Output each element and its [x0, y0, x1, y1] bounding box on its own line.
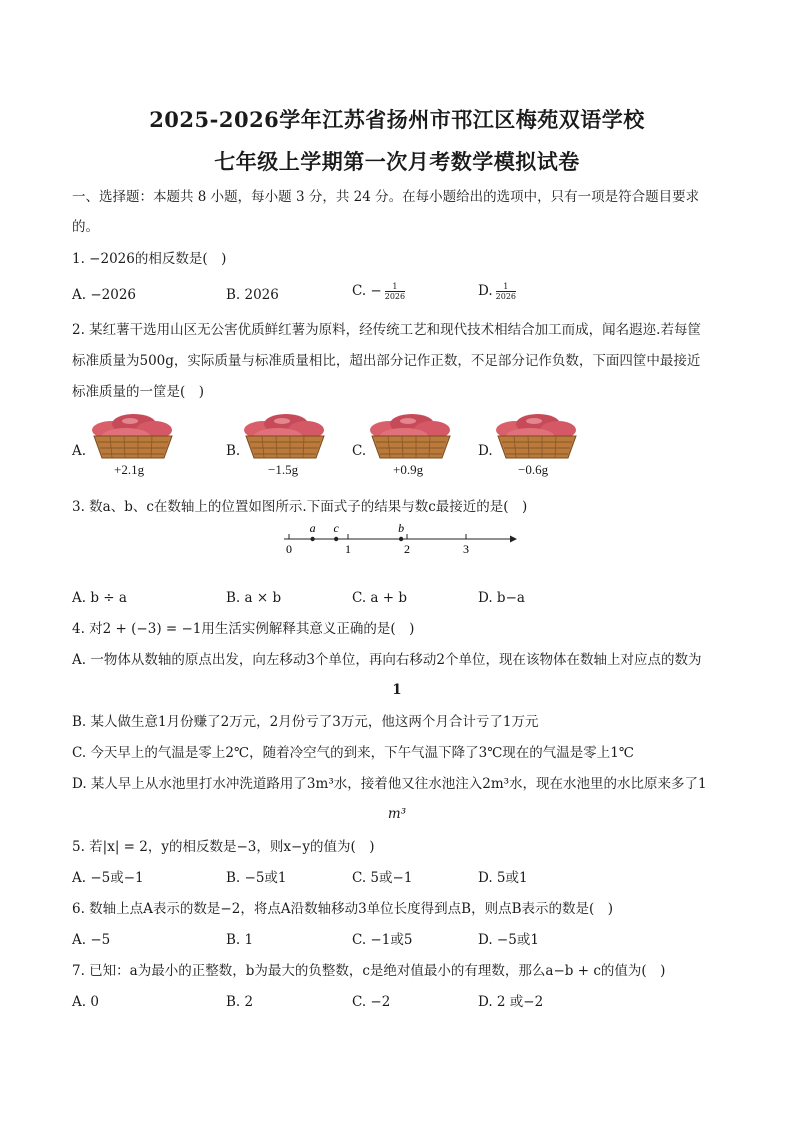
q2-option-c-letter: C.	[352, 443, 367, 459]
q1-option-d-fraction: $\frac{1}{2026}$	[495, 282, 516, 301]
q5-stem: 5. 若|x| = 2，y的相反数是−3，则x−y的值为( )	[72, 839, 375, 855]
basket-label-a: +2.1g	[114, 462, 145, 477]
q7-option-d: D. 2 或−2	[478, 994, 544, 1010]
q6-option-d: D. −5或1	[478, 932, 539, 948]
exam-title-line1: 2025-2026学年江苏省扬州市邗江区梅苑双语学校	[149, 107, 645, 132]
number-line-tick-label-0: 0	[286, 542, 292, 556]
number-line-point-label-c: c	[333, 521, 339, 535]
q7-option-a: A. 0	[72, 994, 99, 1010]
q4-option-d-line1: D. 某人早上从水池里打水冲洗道路用了3m³水，接着他又往水池注入2m³水，现在水池里的水比原来多了1	[72, 776, 707, 792]
basket-label-c: +0.9g	[393, 462, 424, 477]
q7-option-c: C. −2	[352, 994, 391, 1010]
number-line-tick-label-2: 2	[404, 542, 410, 556]
q1-option-a: A. −2026	[72, 287, 136, 303]
number-line	[276, 517, 522, 561]
exam-title-line2: 七年级上学期第一次月考数学模拟试卷	[214, 149, 580, 174]
q1-option-d: D. $\frac{1}{2026}$	[478, 282, 516, 301]
number-line-point-b	[399, 537, 403, 541]
q1-option-b: B. 2026	[226, 287, 279, 303]
q4-option-b: B. 某人做生意1月份赚了2万元，2月份亏了3万元，他这两个月合计亏了1万元	[72, 714, 539, 730]
q4-option-a-line1: A. 一物体从数轴的原点出发，向左移动3个单位，再向右移动2个单位，现在该物体在数轴上对应点的数为	[72, 652, 702, 668]
basket-label-d: −0.6g	[518, 462, 549, 477]
q3-stem: 3. 数a、b、c在数轴上的位置如图所示.下面式子的结果与数c最接近的是( )	[72, 499, 528, 515]
number-line-point-a	[310, 537, 314, 541]
q5-option-a: A. −5或−1	[72, 870, 144, 886]
q3-option-b: B. a × b	[226, 590, 282, 606]
q7-stem: 7. 已知：a为最小的正整数，b为最大的负整数，c是绝对值最小的有理数，那么a−b + c的值为( )	[72, 963, 666, 979]
number-line-arrow	[510, 536, 517, 543]
q5-option-b: B. −5或1	[226, 870, 287, 886]
q6-option-b: B. 1	[226, 932, 254, 948]
q4-option-d-line2: m³	[387, 806, 407, 822]
number-line-point-label-a: a	[309, 521, 316, 535]
q6-option-c: C. −1或5	[352, 932, 413, 948]
q1-stem: 1. −2026的相反数是( )	[72, 251, 227, 267]
q3-option-a: A. b ÷ a	[72, 590, 127, 606]
q2-option-d-letter: D.	[478, 443, 493, 459]
number-line-tick-label-1: 1	[345, 542, 351, 556]
q2-option-a-letter: A.	[72, 443, 87, 459]
q2-stem-line3: 标准质量的一筐是( )	[72, 384, 205, 400]
q4-option-c: C. 今天早上的气温是零上2℃，随着冷空气的到来，下午气温下降了3℃现在的气温是零上1℃	[72, 745, 635, 761]
q5-option-d: D. 5或1	[478, 870, 528, 886]
q1-option-c-fraction: $\frac{1}{2026}$	[384, 282, 406, 301]
number-line-point-label-b: b	[398, 521, 405, 535]
q6-stem: 6. 数轴上点A表示的数是−2，将点A沿数轴移动3单位长度得到点B，则点B表示的数是( )	[72, 901, 614, 917]
q5-option-c: C. 5或−1	[352, 870, 413, 886]
q2-stem-line2: 标准质量为500g，实际质量与标准质量相比，超出部分记作正数，不足部分记作负数，下面四筐中最接近	[72, 353, 701, 369]
q2-stem-line1: 2. 某红薯干选用山区无公害优质鲜红薯为原料，经传统工艺和现代技术相结合加工而成，闻名遐迩.若每筐	[72, 322, 701, 338]
q3-option-d: D. b−a	[478, 590, 525, 606]
q4-stem: 4. 对2 + (−3) = −1用生活实例解释其意义正确的是( )	[72, 621, 415, 637]
section-instructions-line2: 的。	[72, 219, 99, 235]
number-line-tick-label-3: 3	[463, 542, 469, 556]
number-line-point-c	[334, 537, 338, 541]
q7-option-b: B. 2	[226, 994, 254, 1010]
basket-label-b: −1.5g	[268, 462, 299, 477]
q2-option-b-letter: B.	[226, 443, 241, 459]
section-instructions-line1: 一、选择题：本题共 8 小题，每小题 3 分，共 24 分。在每小题给出的选项中，只有一项是符合题目要求	[72, 189, 700, 205]
q4-option-a-line2: 1	[392, 682, 402, 698]
q1-option-c: C. − $\frac{1}{2026}$	[352, 282, 406, 301]
q3-option-c: C. a + b	[352, 590, 408, 606]
q6-option-a: A. −5	[72, 932, 111, 948]
